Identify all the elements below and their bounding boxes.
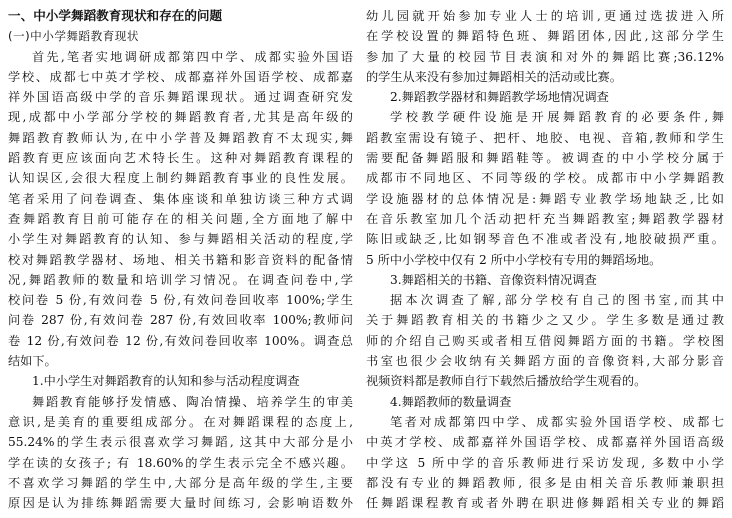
body-text-line: 幼儿园就开始参加专业人士的培训,更通过选拔进入所 (366, 9, 724, 23)
body-text-line: 笔者采用了问卷调查、集体座谈和单独访谈三种方式调 (8, 191, 353, 206)
body-text-line: 意识,是美育的重要组成部分。在对舞蹈课程的态度上, (8, 414, 353, 429)
body-text-line: 蹈教室需设有镜子、把杆、地胶、电视、音箱,教师和学生 (366, 130, 724, 145)
body-text-line: 校问卷 5 份,有效问卷 5 份,有效问卷回收率 100%;学生 (8, 293, 353, 308)
body-text-line: 不喜欢学习舞蹈的学生中,大部分是高年级的学生,主要 (8, 475, 353, 490)
body-text-line: 卷 12 份,有效问卷 12 份,有效问卷回收率 100%。调查总 (8, 333, 353, 348)
numbered-subheading: 3.舞蹈相关的书籍、音像资料情况调查 (390, 272, 597, 287)
body-text-line: 中英才学校、成都嘉祥外国语学校、成都嘉祥外国语高级 (366, 435, 724, 450)
body-text-line: 问卷 287 份,有效问卷 287 份,有效回收率 100%;教师问 (8, 313, 353, 328)
body-text-line: 舞蹈教育教师认为,在中小学普及舞蹈教育不太现实,舞 (8, 130, 353, 145)
body-text-line: 5 所中小学校中仅有 2 所中小学校有专用的舞蹈场地。 (366, 252, 662, 267)
body-text-line: 成都市不同地区、不同等级的学校。成都市中小学舞蹈教 (366, 171, 724, 186)
body-text-line: 的学生从来没有参加过舞蹈相关的活动或比赛。 (366, 69, 622, 84)
section-heading: 一、中小学舞蹈教育现状和存在的问题 (8, 8, 223, 23)
body-text-line: 查舞蹈教育目前可能存在的相关问题,全方面地了解中 (8, 211, 353, 226)
numbered-subheading: 2.舞蹈教学器材和舞蹈教学场地情况调查 (390, 90, 609, 105)
body-text-line: 学在读的女孩子; 有 18.60%的学生表示完全不感兴趣。 (8, 455, 353, 470)
body-text-line: 学设施器材的总体情况是:舞蹈专业教学场地缺乏,比如 (366, 191, 724, 206)
body-text-line: 学校、成都七中英才学校、成都嘉祥外国语学校、成都嘉 (8, 69, 353, 84)
subsection-heading: (一)中小学舞蹈教育现状 (8, 29, 139, 44)
body-text-line: 据本次调查了解,部分学校有自己的图书室,而其中 (390, 293, 724, 308)
body-text-line: 书室也很少会收纳有关舞蹈方面的音像资料,大部分影音 (366, 354, 724, 369)
body-text-line: 祥外国语高级中学的音乐舞蹈课现状。通过调查研究发 (8, 90, 353, 105)
body-text-line: 都没有专业的舞蹈教师, 很多是由相关音乐教师兼职担 (366, 475, 724, 490)
body-text-line: 需要配备舞蹈服和舞蹈鞋等。被调查的中小学校分属于 (366, 151, 724, 166)
body-text-line: 在学校设置的舞蹈特色班、舞蹈团体,因此,这部分学生 (366, 29, 724, 44)
body-text-line: 55.24%的学生表示很喜欢学习舞蹈, 这其中大部分是小 (8, 435, 353, 450)
right-column (366, 6, 724, 513)
body-text-line: 参加了大量的校园节目表演和对外的舞蹈比赛;36.12% (366, 49, 724, 64)
left-column (8, 6, 353, 513)
body-text-line: 关于舞蹈教育相关的书籍少之又少。学生多数是通过教 (366, 313, 724, 328)
body-text-line: 结如下。 (8, 354, 57, 369)
body-text-line: 蹈教育更应该面向艺术特长生。这种对舞蹈教育课程的 (8, 151, 353, 166)
body-text-line: 师的介绍自己购买或者相互借阅舞蹈方面的书籍。学校图 (366, 333, 724, 348)
body-text-line: 任舞蹈课程教育或者外聘在职进修舞蹈相关专业的舞蹈 (366, 496, 724, 511)
body-text-line: 学校教学硬件设施是开展舞蹈教育的必要条件,舞 (390, 110, 724, 125)
body-text-line: 在音乐教室加几个活动把杆充当舞蹈教室;舞蹈教学器材 (366, 211, 724, 226)
numbered-subheading: 4.舞蹈教师的数量调查 (390, 394, 512, 409)
body-text-line: 认知误区,会很大程度上制约舞蹈教育事业的良性发展。 (8, 171, 353, 186)
body-text-line: 首先,笔者实地调研成都第四中学、成都实验外国语 (32, 49, 353, 64)
body-text-line: 视频资料都是教师自行下载然后播放给学生观看的。 (366, 374, 647, 389)
body-text-line: 现,成都中小学部分学校的舞蹈教育者,尤其是高年级的 (8, 110, 353, 125)
numbered-subheading: 1.中小学生对舞蹈教育的认知和参与活动程度调查 (32, 374, 300, 389)
body-text-line: 校对舞蹈教学器材、场地、相关书籍和影音资料的配备情 (8, 252, 353, 267)
body-text-line: 小学生对舞蹈教育的认知、参与舞蹈相关活动的程度,学 (8, 232, 353, 247)
body-text-line: 笔者对成都第四中学、成都实验外国语学校、成都七 (390, 414, 724, 429)
body-text-line: 中学这 5 所中学的音乐教师进行采访发现, 多数中小学 (366, 455, 724, 470)
body-text-line: 舞蹈教育能够抒发情感、陶冶情操、培养学生的审美 (32, 394, 353, 409)
body-text-line: 况,舞蹈教师的数量和培训学习情况。在调查问卷中,学 (8, 272, 353, 287)
body-text-line: 原因是认为排练舞蹈需要大量时间练习, 会影响语数外 (8, 496, 353, 511)
body-text-line: 陈旧或缺乏,比如钢琴音色不准或者没有,地胶破损严重。 (366, 232, 724, 247)
